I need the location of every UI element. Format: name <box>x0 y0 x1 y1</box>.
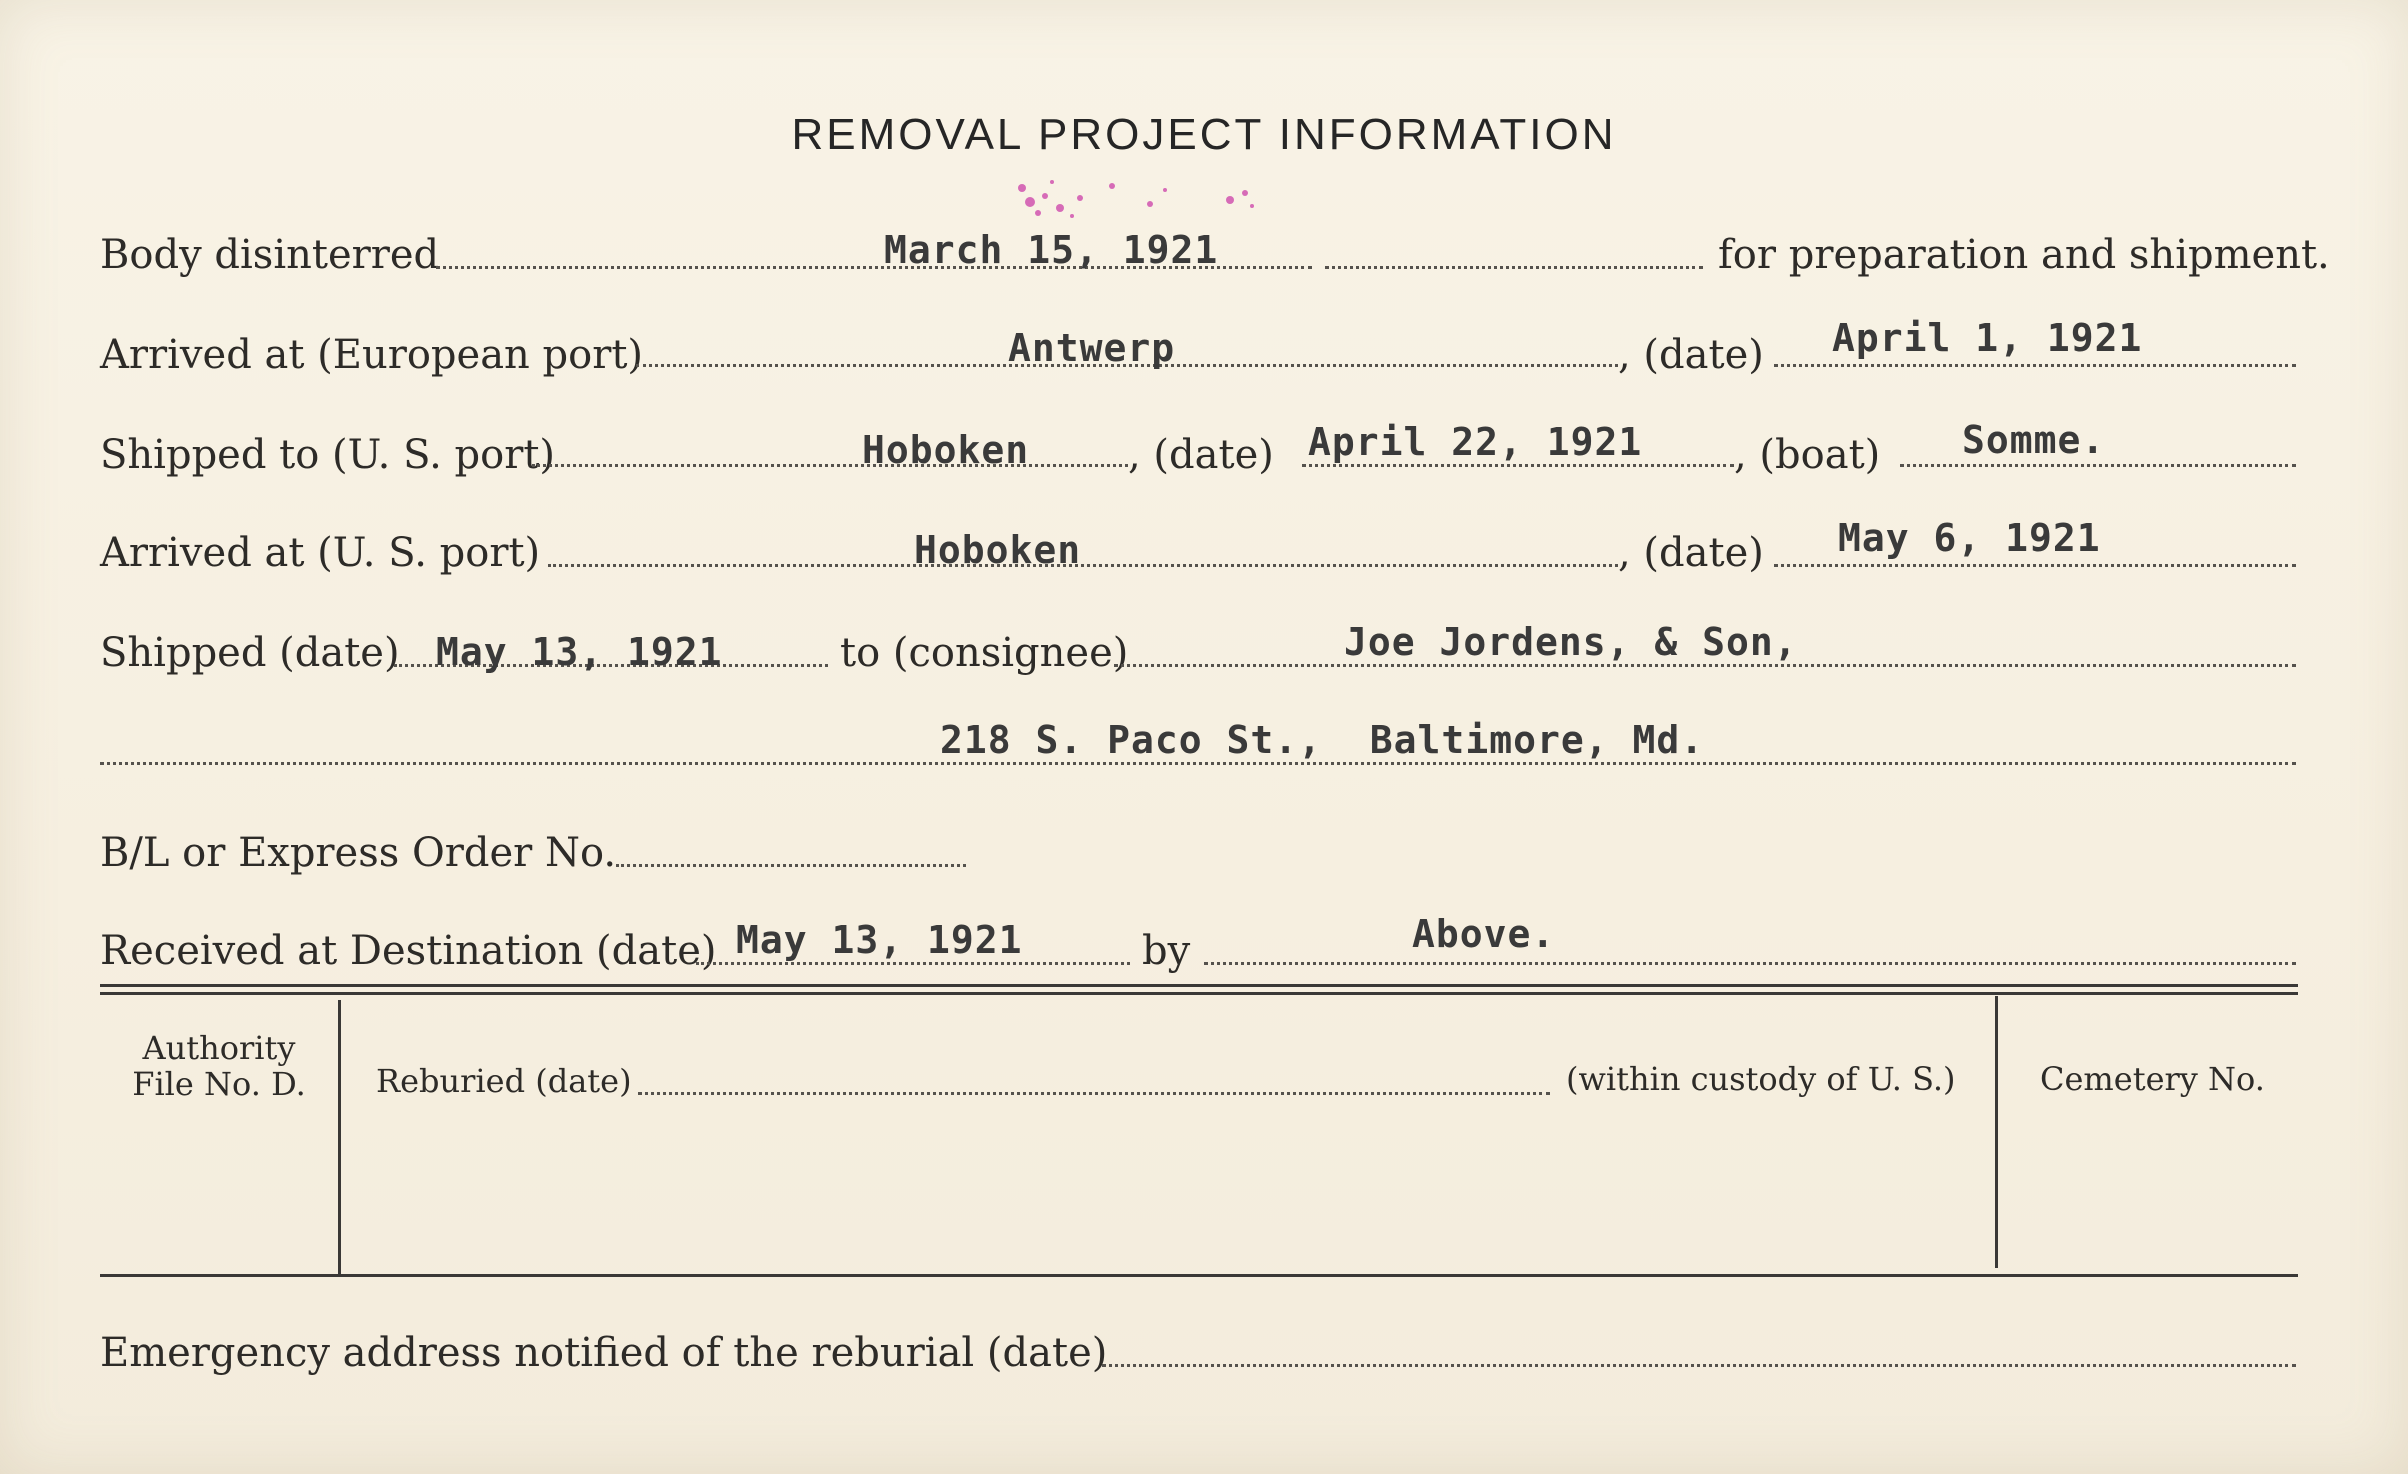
received-by-line <box>1204 962 2296 965</box>
body-disinterred-line-2 <box>1325 266 1703 269</box>
authority-line-1: Authority <box>142 1029 296 1067</box>
body-disinterred-suffix: for preparation and shipment. <box>1718 232 2330 278</box>
arrived-european-value: Antwerp <box>1008 326 1176 370</box>
ink-stamp-mark <box>1000 168 1280 228</box>
consignee-line <box>1114 664 2296 667</box>
box-bottom-rule <box>100 1274 2298 1277</box>
reburied-label: Reburied (date) <box>376 1062 632 1100</box>
received-label: Received at Destination (date) <box>100 928 717 974</box>
custody-label: (within custody of U. S.) <box>1566 1060 1956 1098</box>
arrived-us-date-value: May 6, 1921 <box>1838 516 2101 560</box>
address-line <box>100 762 2296 765</box>
body-disinterred-label: Body disinterred <box>100 232 440 278</box>
reburied-line <box>638 1092 1550 1095</box>
received-by-value: Above. <box>1412 912 1556 956</box>
arrived-european-date-line <box>1774 364 2296 367</box>
shipped-us-line <box>532 464 1128 467</box>
arrived-european-date-label: , (date) <box>1618 332 1764 378</box>
emergency-line <box>1102 1364 2296 1367</box>
card-title-text: REMOVAL PROJECT INFORMATION <box>791 110 1617 159</box>
arrived-us-date-label: , (date) <box>1618 530 1764 576</box>
arrived-european-date-value: April 1, 1921 <box>1832 316 2143 360</box>
received-date-value: May 13, 1921 <box>736 918 1023 962</box>
authority-file-label <box>100 1030 338 1102</box>
body-disinterred-value: March 15, 1921 <box>884 228 1219 272</box>
shipped-us-date-line <box>1302 464 1734 467</box>
consignee-value: Joe Jordens, & Son, <box>1344 620 1798 664</box>
bl-order-line <box>616 864 966 867</box>
box-top-rule-2 <box>100 992 2298 995</box>
cemetery-no-label: Cemetery No. <box>2040 1060 2265 1098</box>
shipped-us-date-value: April 22, 1921 <box>1308 420 1643 464</box>
authority-line-2: File No. D. <box>132 1065 306 1103</box>
arrived-us-label: Arrived at (U. S. port) <box>100 530 541 576</box>
card-title <box>0 110 2408 160</box>
arrived-us-date-line <box>1774 564 2296 567</box>
emergency-label: Emergency address notified of the reburial (date) <box>100 1330 1108 1376</box>
shipped-date-value: May 13, 1921 <box>436 630 723 674</box>
shipped-us-date-label: , (date) <box>1128 432 1274 478</box>
shipped-us-boat-value: Somme. <box>1962 418 2106 462</box>
shipped-us-boat-line <box>1900 464 2296 467</box>
arrived-us-line <box>548 564 1618 567</box>
shipped-us-value: Hoboken <box>862 428 1030 472</box>
bl-order-label: B/L or Express Order No. <box>100 830 617 876</box>
shipped-us-label: Shipped to (U. S. port) <box>100 432 555 478</box>
box-top-rule <box>100 984 2298 987</box>
received-date-line <box>696 962 1130 965</box>
consignee-address-value: 218 S. Paco St., Baltimore, Md. <box>940 718 1705 762</box>
box-divider-right <box>1995 996 1998 1268</box>
shipped-date-label: Shipped (date) <box>100 630 400 676</box>
arrived-european-label: Arrived at (European port) <box>100 332 644 378</box>
box-divider-left <box>338 1000 341 1276</box>
shipped-us-boat-label: , (boat) <box>1734 432 1881 478</box>
consignee-label: to (consignee) <box>840 630 1129 676</box>
received-by-label: by <box>1142 928 1191 974</box>
arrived-us-value: Hoboken <box>914 528 1082 572</box>
